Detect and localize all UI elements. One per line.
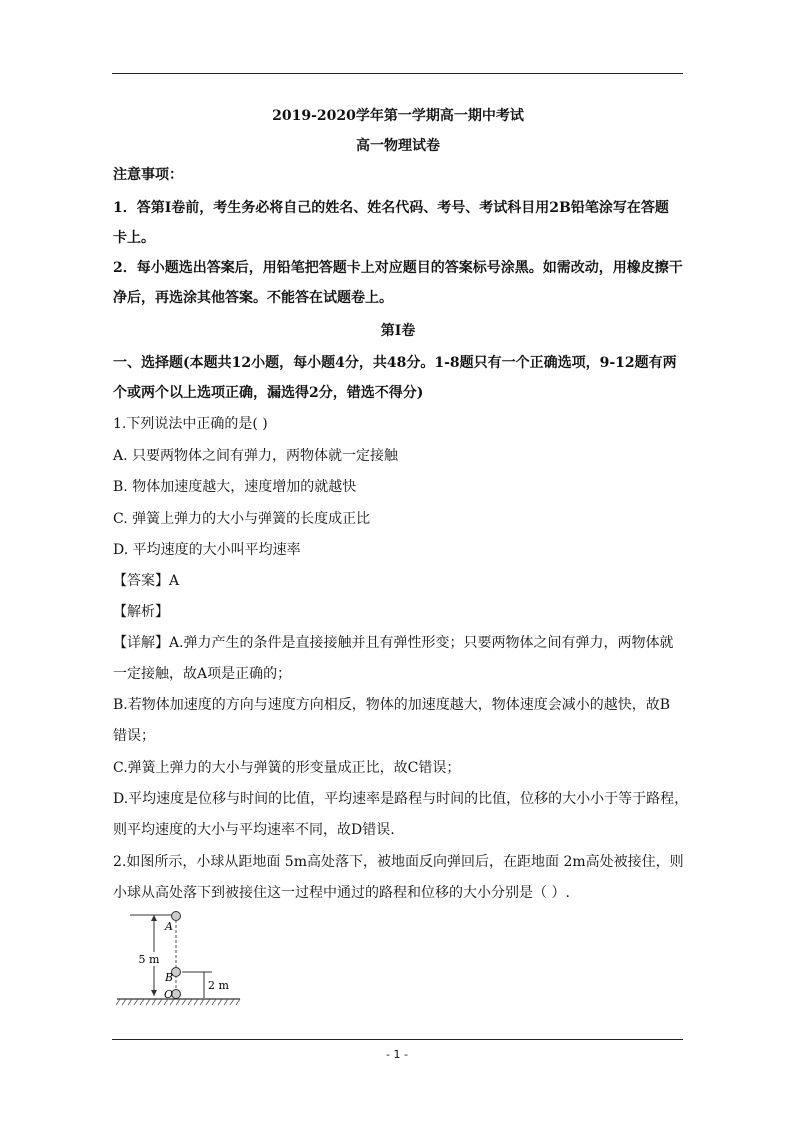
q1-answer: 【答案】A [113, 573, 180, 589]
q1-option-b: B. 物体加速度越大，速度增加的就越快 [113, 479, 357, 495]
note-item-1-line-1: 1．答第Ⅰ卷前，考生务必将自己的姓名、姓名代码、考号、考试科目用2B铅笔涂写在答题 [113, 200, 669, 216]
q1-detail-c: C.弹簧上弹力的大小与弹簧的形变量成正比，故C错误； [113, 760, 461, 776]
figure-label-o: O [164, 988, 174, 1001]
note-item-2-line-2: 净后，再选涂其他答案。不能答在试题卷上。 [113, 290, 393, 306]
q1-option-d: D. 平均速度的大小叫平均速率 [113, 542, 301, 558]
figure-arrow-down [151, 990, 157, 996]
volume-title: 第Ⅰ卷 [380, 323, 416, 339]
figure-ground-hatching [116, 999, 240, 1005]
q1-detail-b-line-1: B.若物体加速度的方向与速度方向相反，物体的加速度越大，物体速度会减小的越快，故B [113, 697, 671, 713]
exam-title: 2019-2020学年第一学期高一期中考试 [272, 108, 524, 124]
figure-label-b: B [165, 971, 174, 984]
q1-detail-d-line-1: D.平均速度是位移与时间的比值，平均速率是路程与时间的比值，位移的大小小于等于路程， [113, 791, 689, 807]
q2-ball-bounce-figure [112, 910, 252, 1010]
q1-detail-line-2: 一定接触，故A项是正确的； [113, 666, 292, 682]
q2-stem-line-1: 2.如图所示，小球从距地面 5m高处落下，被地面反向弹回后，在距地面 2m高处被接住，则 [113, 854, 684, 870]
q1-detail-b-line-2: 错误； [113, 728, 155, 744]
note-item-1-line-2: 卡上。 [113, 230, 155, 246]
q1-stem: 1.下列说法中正确的是( ) [113, 416, 268, 432]
q1-detail-d-line-2: 则平均速度的大小与平均速率不同，故D错误. [113, 822, 395, 838]
figure-height-2m-label: 2 m [208, 979, 229, 992]
paper-title: 高一物理试卷 [356, 138, 440, 154]
q1-detail-line-1: 【详解】A.弹力产生的条件是直接接触并且有弹性形变；只要两物体之间有弹力，两物体就 [113, 635, 674, 651]
footer-rule [112, 1039, 683, 1040]
figure-arrow-up [151, 915, 157, 921]
part1-instructions-line-2: 个或两个以上选项正确，漏选得2分，错选不得分) [113, 385, 424, 401]
q1-option-c: C. 弹簧上弹力的大小与弹簧的长度成正比 [113, 511, 371, 527]
note-item-2-line-1: 2．每小题选出答案后，用铅笔把答题卡上对应题目的答案标号涂黑。如需改动，用橡皮擦干 [113, 260, 683, 276]
page-number: - 1 - [386, 1048, 408, 1061]
part1-instructions-line-1: 一、选择题(本题共12小题，每小题4分，共48分。1-8题只有一个正确选项，9-12题有两 [113, 355, 677, 371]
header-rule [112, 73, 683, 74]
notes-heading: 注意事项： [113, 167, 183, 183]
figure-height-5m-label: 5 m [138, 953, 160, 966]
q1-analysis-heading: 【解析】 [113, 604, 169, 620]
q1-option-a: A. 只要两物体之间有弹力，两物体就一定接触 [113, 448, 399, 464]
figure-label-a: A [165, 920, 173, 933]
q2-stem-line-2: 小球从高处落下到被接住这一过程中通过的路程和位移的大小分别是（ ）. [113, 885, 570, 901]
